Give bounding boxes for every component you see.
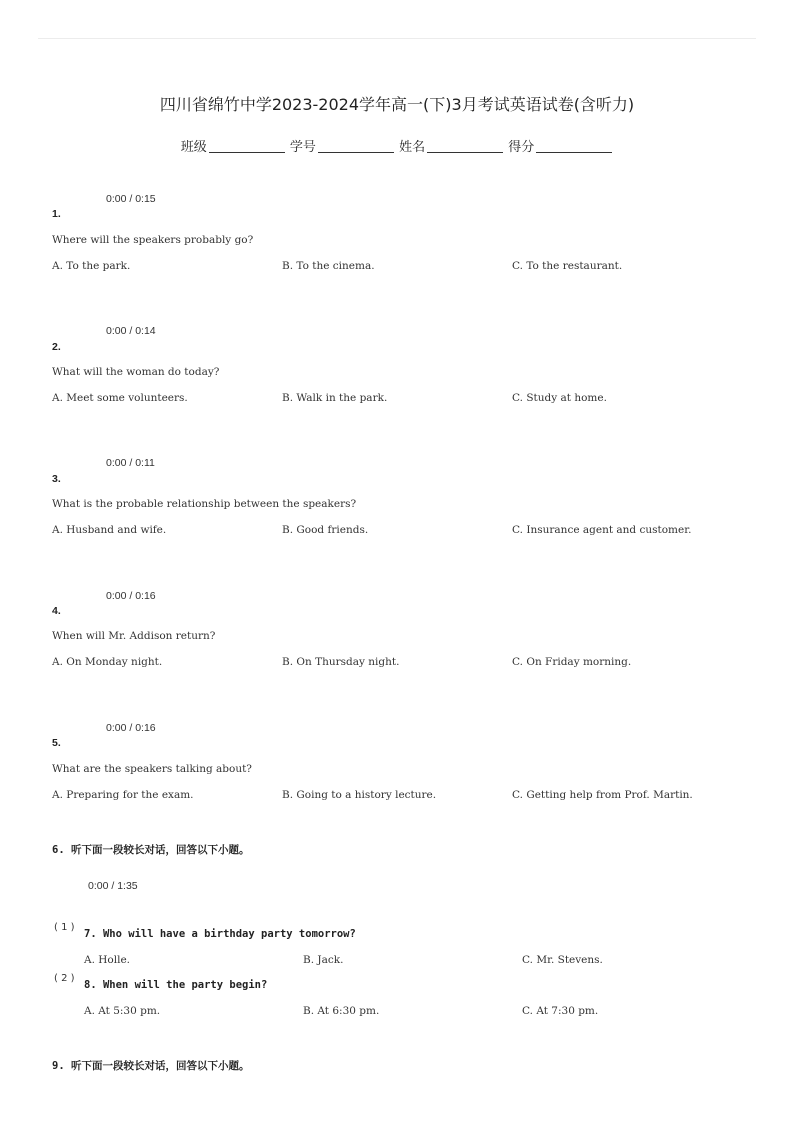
class-blank[interactable] xyxy=(209,140,285,153)
option-c[interactable]: C. Study at home. xyxy=(512,392,607,404)
question-number: 3. xyxy=(52,473,61,485)
score-label: 得分 xyxy=(508,140,535,155)
question-stem: What is the probable relationship between the speakers? xyxy=(52,498,357,510)
question-stem: What are the speakers talking about? xyxy=(52,763,252,775)
question-stem: Where will the speakers probably go? xyxy=(52,234,254,246)
option-b[interactable]: B. On Thursday night. xyxy=(282,656,400,668)
sub-question-index: ( 2 ) xyxy=(54,973,75,984)
question-number: 4. xyxy=(52,605,61,617)
option-a[interactable]: A. At 5:30 pm. xyxy=(84,1005,161,1017)
question-number: 2. xyxy=(52,341,61,353)
option-b[interactable]: B. Going to a history lecture. xyxy=(282,789,437,801)
option-c[interactable]: C. Insurance agent and customer. xyxy=(512,524,692,536)
option-c[interactable]: C. Mr. Stevens. xyxy=(522,954,603,966)
sub-question-stem: 7. Who will have a birthday party tomorrow? xyxy=(84,928,356,940)
class-label: 班级 xyxy=(180,140,207,155)
option-a[interactable]: A. On Monday night. xyxy=(52,656,163,668)
question-number: 1. xyxy=(52,208,61,220)
option-a[interactable]: A. To the park. xyxy=(52,260,131,272)
option-a[interactable]: A. Preparing for the exam. xyxy=(52,789,194,801)
question-number: 5. xyxy=(52,737,61,749)
question-stem: When will Mr. Addison return? xyxy=(52,630,216,642)
sub-question-index: ( 1 ) xyxy=(54,922,75,933)
audio-player-time[interactable]: 0:00 / 0:11 xyxy=(106,457,155,469)
option-a[interactable]: A. Meet some volunteers. xyxy=(52,392,188,404)
audio-player-time[interactable]: 0:00 / 1:35 xyxy=(88,880,138,892)
name-blank[interactable] xyxy=(427,140,503,153)
audio-player-time[interactable]: 0:00 / 0:15 xyxy=(106,193,156,205)
page-title: 四川省绵竹中学2023-2024学年高一(下)3月考试英语试卷(含听力) xyxy=(159,95,635,114)
question-stem: What will the woman do today? xyxy=(52,366,220,378)
id-label: 学号 xyxy=(289,140,316,155)
student-info-line xyxy=(0,136,794,155)
audio-player-time[interactable]: 0:00 / 0:16 xyxy=(106,722,156,734)
option-c[interactable]: C. On Friday morning. xyxy=(512,656,632,668)
name-label: 姓名 xyxy=(399,140,426,155)
sub-question-stem: 8. When will the party begin? xyxy=(84,979,268,991)
option-b[interactable]: B. Jack. xyxy=(303,954,344,966)
option-b[interactable]: B. At 6:30 pm. xyxy=(303,1005,380,1017)
option-c[interactable]: C. At 7:30 pm. xyxy=(522,1005,599,1017)
id-blank[interactable] xyxy=(318,140,394,153)
section-heading: 6. 听下面一段较长对话，回答以下小题。 xyxy=(52,844,250,856)
section-heading: 9. 听下面一段较长对话，回答以下小题。 xyxy=(52,1060,250,1072)
option-b[interactable]: B. Good friends. xyxy=(282,524,369,536)
option-a[interactable]: A. Husband and wife. xyxy=(52,524,167,536)
top-divider xyxy=(38,38,756,39)
audio-player-time[interactable]: 0:00 / 0:16 xyxy=(106,590,156,602)
audio-player-time[interactable]: 0:00 / 0:14 xyxy=(106,325,156,337)
option-b[interactable]: B. To the cinema. xyxy=(282,260,375,272)
option-c[interactable]: C. Getting help from Prof. Martin. xyxy=(512,789,693,801)
option-b[interactable]: B. Walk in the park. xyxy=(282,392,388,404)
score-blank[interactable] xyxy=(536,140,612,153)
option-c[interactable]: C. To the restaurant. xyxy=(512,260,623,272)
option-a[interactable]: A. Holle. xyxy=(84,954,131,966)
